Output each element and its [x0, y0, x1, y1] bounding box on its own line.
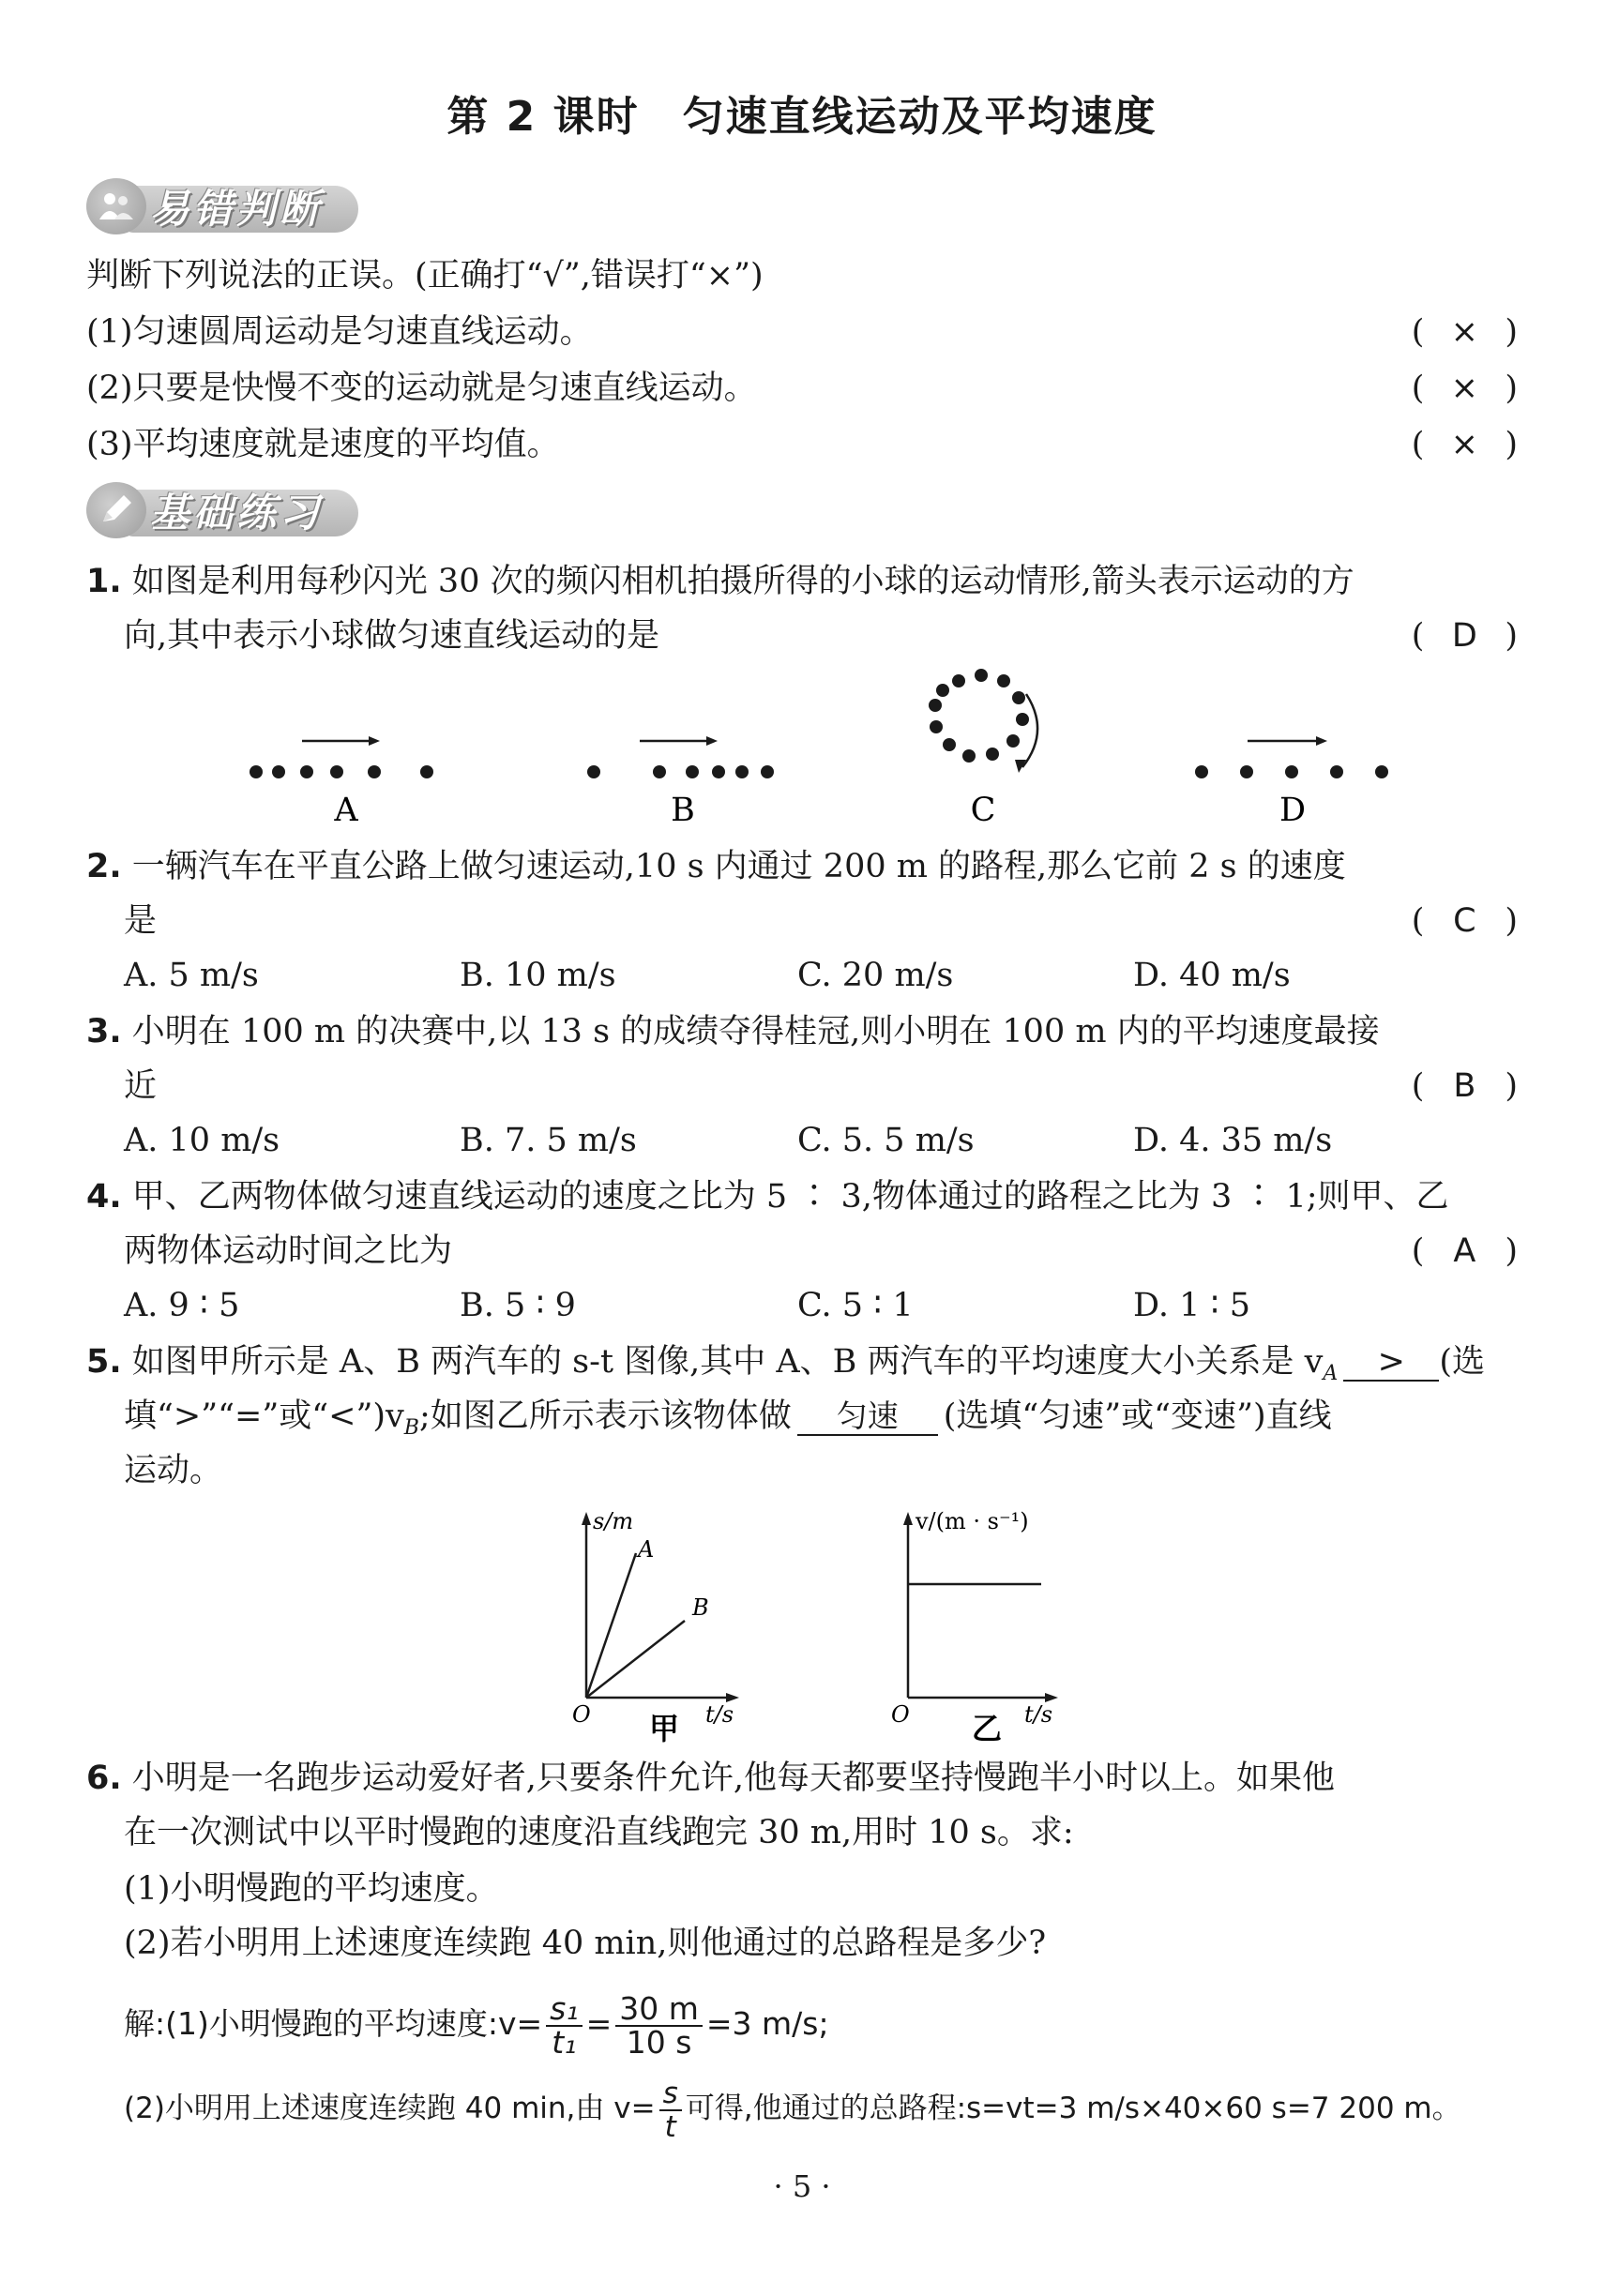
answer-bracket: ( D ) — [1411, 617, 1518, 655]
section-banner-basic-practice — [86, 482, 368, 540]
people-icon — [86, 178, 146, 234]
option-c: C. 5. 5 m/s — [797, 1122, 975, 1159]
question-1-line-2: 向,其中表示小球做匀速直线运动的是 — [124, 617, 660, 655]
question-4-line-2: 两物体运动时间之比为 — [124, 1232, 453, 1270]
solution-part-2: (2)小明用上述速度连续跑 40 min,由 v= $\frac{s}{t}$ 可得,他通过的总路程:s=vt=3 m/s×40×60 s=7 200 m。 — [124, 2076, 1461, 2144]
question-6-sub-1: (1)小明慢跑的平均速度。 — [124, 1870, 499, 1908]
strobe-figure — [0, 657, 1604, 844]
question-1-line-1: 1. 如图是利用每秒闪光 30 次的频闪相机拍摄所得的小球的运动情形,箭头表示运动的方 — [86, 563, 1354, 600]
graph-caption: 甲 — [648, 1711, 680, 1746]
question-6-line-2: 在一次测试中以平时慢跑的速度沿直线跑完 30 m,用时 10 s。求: — [124, 1814, 1074, 1851]
graph-v-t — [863, 1501, 1079, 1754]
option-d: D. 40 m/s — [1133, 957, 1291, 994]
question-2-line-1: 2. 一辆汽车在平直公路上做匀速运动,10 s 内通过 200 m 的路程,那么它前 2 s 的速度 — [86, 848, 1346, 885]
answer-bracket: ( × ) — [1411, 426, 1518, 463]
origin-label: O — [891, 1701, 910, 1728]
line-a-label: A — [638, 1536, 655, 1563]
answer-blank-comparison: > — [1343, 1344, 1439, 1382]
strobe-option-c — [929, 669, 1037, 829]
origin-label: O — [572, 1701, 591, 1728]
question-3-line-2: 近 — [124, 1067, 158, 1105]
strobe-option-a — [250, 736, 433, 829]
question-6-line-1: 6. 小明是一名跑步运动爱好者,只要条件允许,他每天都要坚持慢跑半小时以上。如果他 — [86, 1760, 1336, 1797]
answer-choice: C — [1453, 902, 1476, 940]
lesson-title: 第 2 课时 匀速直线运动及平均速度 — [446, 93, 1158, 141]
answer-mark: × — [1450, 313, 1478, 351]
judgement-item: (3)平均速度就是速度的平均值。 — [86, 426, 560, 463]
question-5-line-1: 5. 如图甲所示是 A、B 两汽车的 s-t 图像,其中 A、B 两汽车的平均速度大小关系是 $v_A$ > (选 — [86, 1343, 1485, 1385]
x-axis-label: t/s — [705, 1701, 734, 1728]
banner-title: 易错判断 — [150, 186, 324, 232]
section-banner-mistakes — [86, 178, 368, 236]
figure-label-c: C — [970, 792, 996, 829]
figure-label-b: B — [671, 792, 695, 829]
pencil-icon — [86, 482, 146, 538]
solution-part-1: 解:(1)小明慢跑的平均速度:v= $\frac{\text{s₁}}{\text{t₁}}$ = $\frac{30 m}{10 s}$ =3 m/s; — [124, 1989, 829, 2061]
line-b — [586, 1621, 685, 1698]
answer-choice: D — [1451, 617, 1477, 655]
strobe-option-b — [587, 736, 774, 829]
y-axis-label: s/m — [593, 1508, 634, 1534]
answer-bracket: ( × ) — [1411, 370, 1518, 407]
figure-label-a: A — [334, 792, 358, 829]
judgement-instruction: 判断下列说法的正误。(正确打“√”,错误打“×”) — [86, 257, 764, 295]
option-a: A. 10 m/s — [124, 1122, 280, 1159]
y-axis-arrow — [903, 1512, 913, 1525]
line-b-label: B — [692, 1594, 709, 1621]
judgement-item: (2)只要是快慢不变的运动就是匀速直线运动。 — [86, 370, 757, 407]
banner-title: 基础练习 — [150, 490, 324, 536]
option-b: B. 7. 5 m/s — [460, 1122, 637, 1159]
question-5-line-2: 填“>”“=”或“$<”)v_B$;如图乙所示表示该物体做 匀速 (选填“匀速”或“变速”)直线 — [124, 1397, 1332, 1440]
answer-blank-motion-type: 匀速 — [797, 1398, 938, 1436]
strobe-option-d — [1195, 736, 1388, 829]
page-number: · 5 · — [773, 2168, 831, 2204]
question-5-line-3: 运动。 — [124, 1452, 223, 1489]
answer-bracket: ( C ) — [1411, 902, 1518, 940]
question-3-line-1: 3. 小明在 100 m 的决赛中,以 13 s 的成绩夺得桂冠,则小明在 100 m 内的平均速度最接 — [86, 1013, 1380, 1050]
answer-bracket: ( B ) — [1411, 1067, 1518, 1105]
y-axis-arrow — [582, 1512, 591, 1525]
option-d: D. 1 ∶ 5 — [1133, 1287, 1250, 1324]
option-c: C. 5 ∶ 1 — [797, 1287, 914, 1324]
option-b: B. 5 ∶ 9 — [460, 1287, 576, 1324]
option-b: B. 10 m/s — [460, 957, 616, 994]
option-c: C. 20 m/s — [797, 957, 954, 994]
line-a — [586, 1553, 636, 1698]
option-a: A. 9 ∶ 5 — [124, 1287, 240, 1324]
answer-choice: B — [1453, 1067, 1476, 1105]
answer-mark: × — [1450, 426, 1478, 463]
option-d: D. 4. 35 m/s — [1133, 1122, 1333, 1159]
option-a: A. 5 m/s — [124, 957, 259, 994]
answer-choice: A — [1453, 1232, 1476, 1270]
answer-mark: × — [1450, 370, 1478, 407]
graph-s-t — [544, 1501, 760, 1754]
figure-label-d: D — [1279, 792, 1307, 829]
y-axis-label: v/(m · s⁻¹) — [915, 1508, 1029, 1534]
answer-bracket: ( × ) — [1411, 313, 1518, 351]
answer-bracket: ( A ) — [1411, 1232, 1518, 1270]
graph-caption: 乙 — [971, 1711, 1003, 1746]
judgement-item: (1)匀速圆周运动是匀速直线运动。 — [86, 313, 593, 351]
x-axis-label: t/s — [1024, 1701, 1053, 1728]
question-6-sub-2: (2)若小明用上述速度连续跑 40 min,则他通过的总路程是多少? — [124, 1925, 1047, 1962]
question-2-line-2: 是 — [124, 902, 158, 940]
question-4-line-1: 4. 甲、乙两物体做匀速直线运动的速度之比为 5 ∶ 3,物体通过的路程之比为 3 ∶ 1;则甲、乙 — [86, 1178, 1449, 1216]
